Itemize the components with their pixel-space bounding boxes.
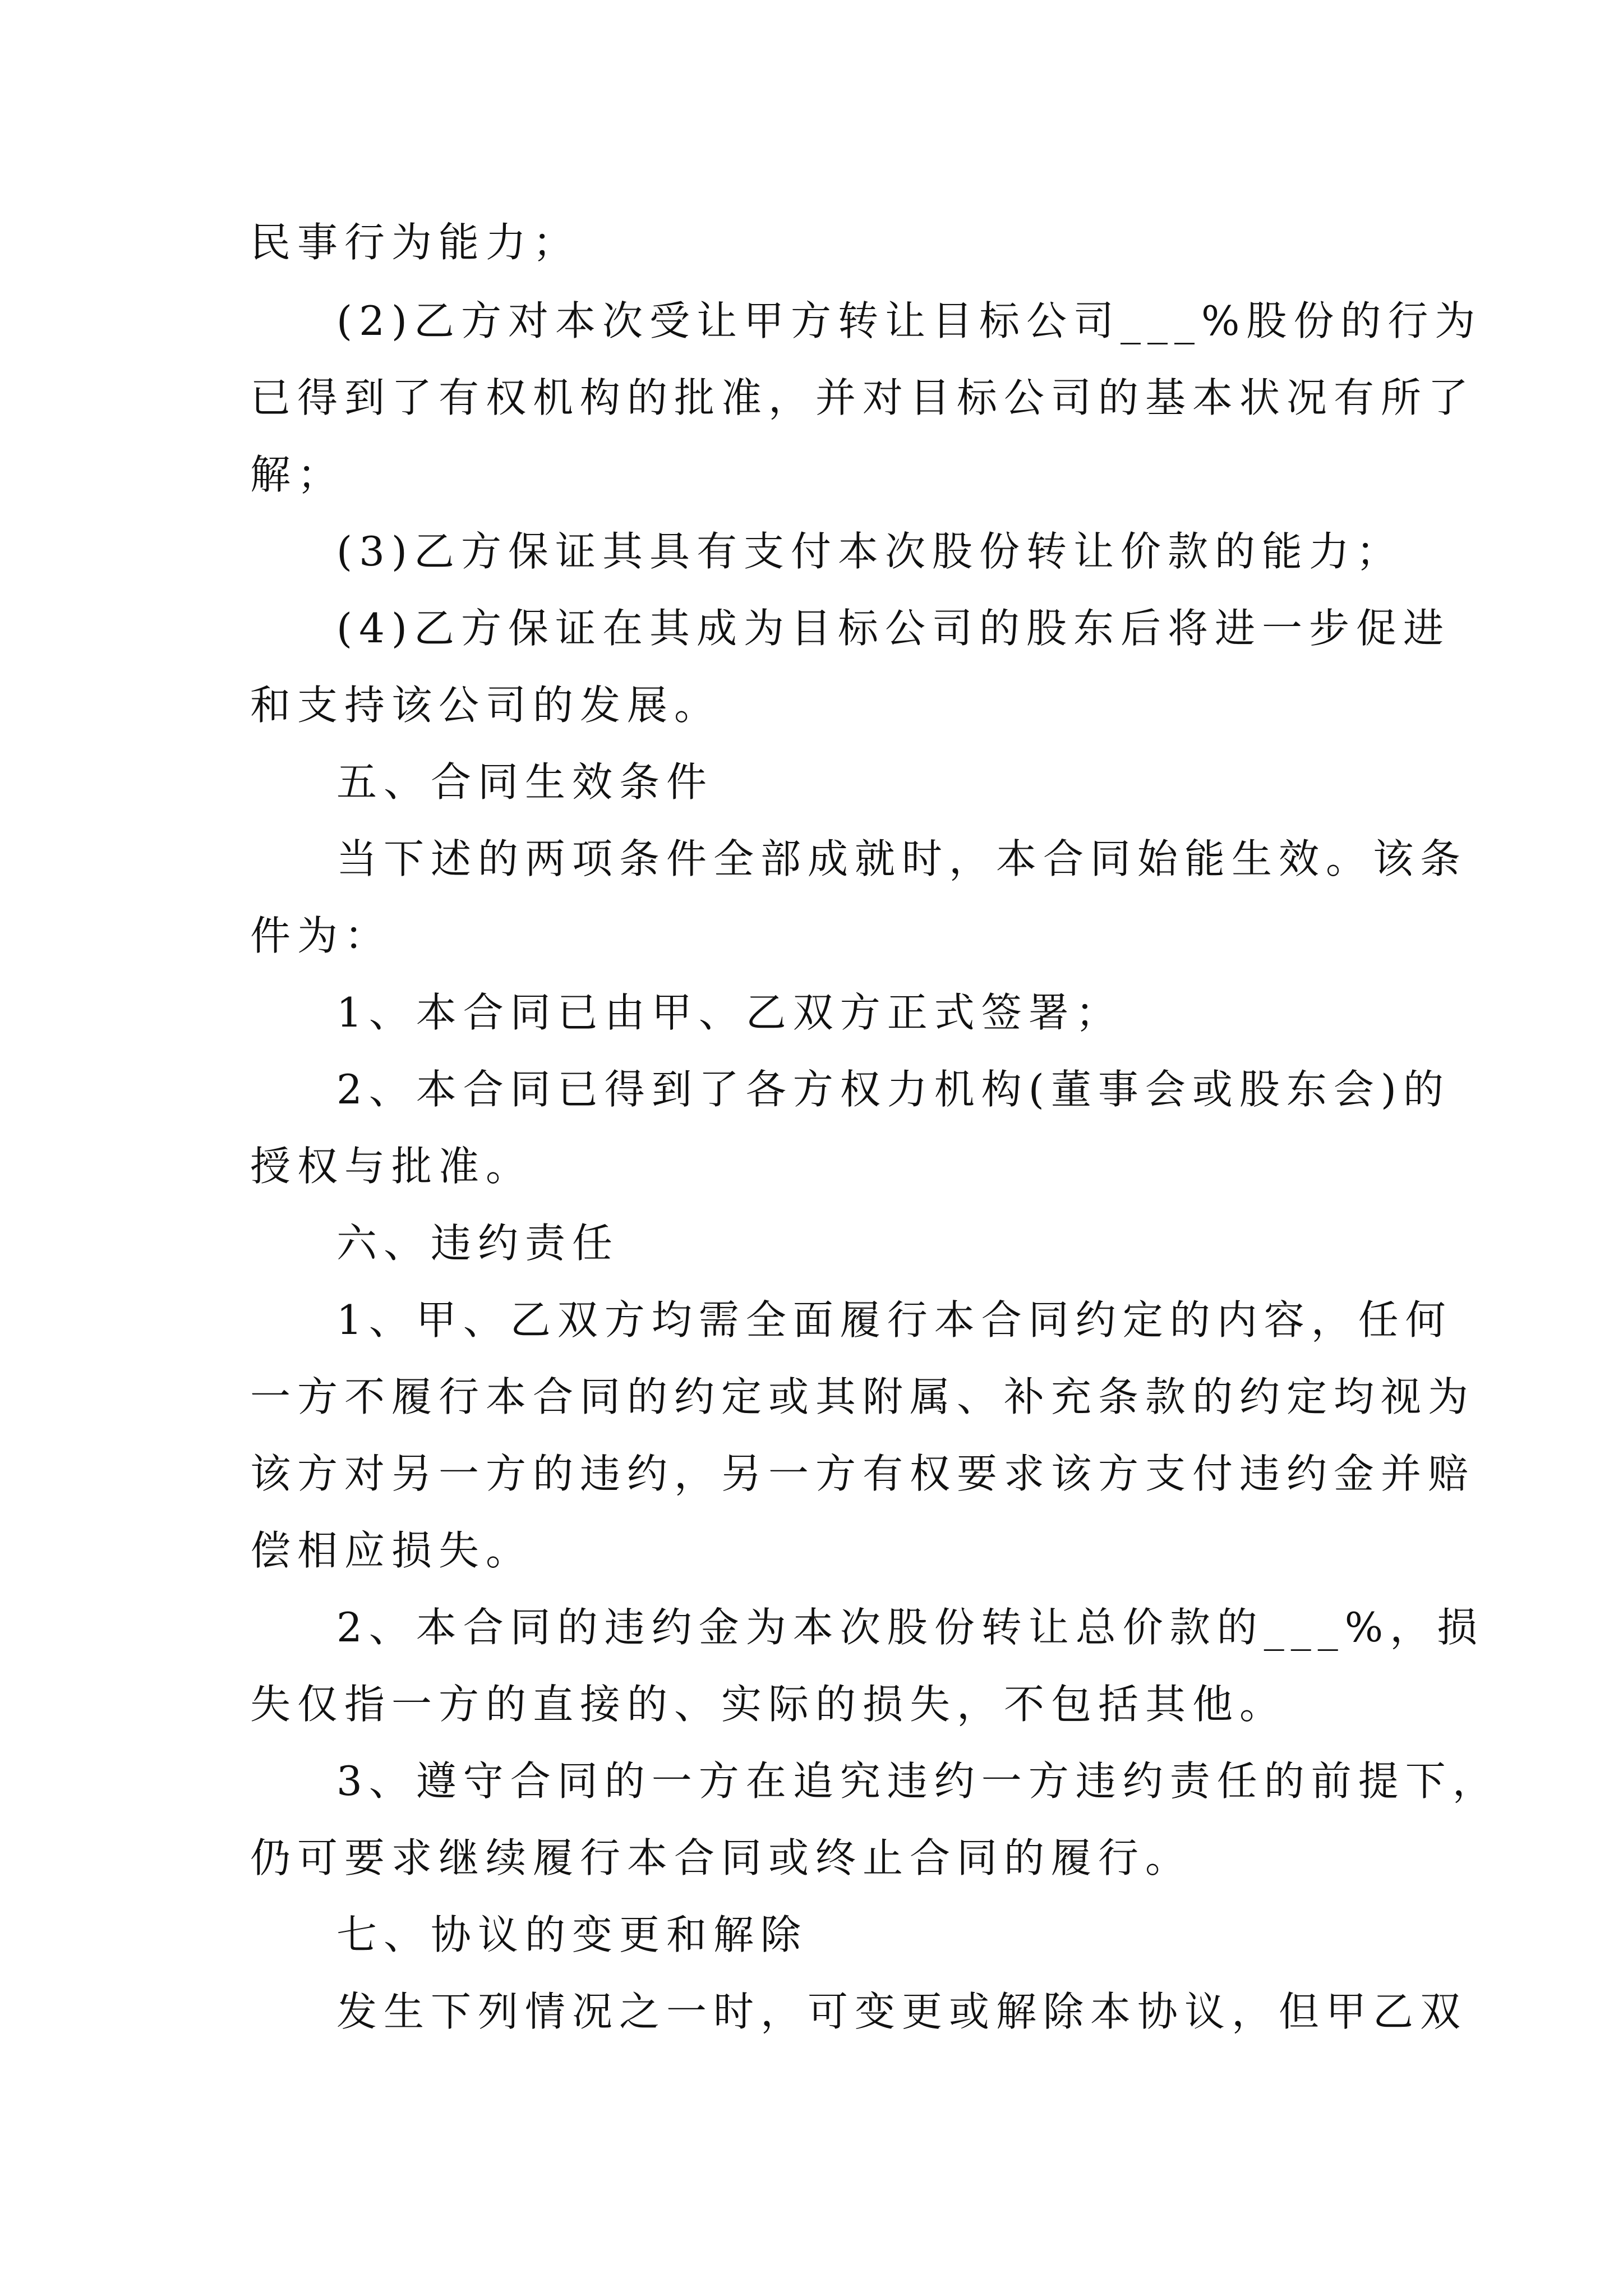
text-line: 发生下列情况之一时，可变更或解除本协议，但甲乙双 bbox=[336, 1988, 1468, 2035]
text-line: 偿相应损失。 bbox=[250, 1527, 533, 1574]
text-line: 一方不履行本合同的约定或其附属、补充条款的约定均视为 bbox=[250, 1373, 1476, 1420]
text-line: 民事行为能力； bbox=[250, 219, 580, 266]
text-line: (4)乙方保证在其成为目标公司的股东后将进一步促进 bbox=[336, 605, 1450, 652]
text-line: 1、本合同已由甲、乙双方正式签署； bbox=[336, 989, 1123, 1036]
text-line: 1、甲、乙双方均需全面履行本合同约定的内容，任何 bbox=[336, 1296, 1453, 1343]
text-line: 3、遵守合同的一方在追究违约一方违约责任的前提下， bbox=[336, 1757, 1500, 1805]
text-line: 该方对另一方的违约，另一方有权要求该方支付违约金并赔 bbox=[250, 1450, 1476, 1497]
section-heading: 五、合同生效条件 bbox=[336, 758, 714, 806]
text-line: 当下述的两项条件全部成就时，本合同始能生效。该条 bbox=[336, 835, 1468, 882]
text-line: 仍可要求继续履行本合同或终止合同的履行。 bbox=[250, 1834, 1193, 1881]
text-line: 2、本合同已得到了各方权力机构(董事会或股东会)的 bbox=[336, 1066, 1450, 1113]
text-line: 失仅指一方的直接的、实际的损失，不包括其他。 bbox=[250, 1681, 1287, 1728]
section-heading: 六、违约责任 bbox=[336, 1220, 620, 1267]
text-line: 和支持该公司的发展。 bbox=[250, 682, 722, 729]
text-line: (3)乙方保证其具有支付本次股份转让价款的能力； bbox=[336, 528, 1403, 575]
text-line: 件为： bbox=[250, 912, 392, 959]
text-line: 授权与批准。 bbox=[250, 1143, 533, 1190]
text-line: 已得到了有权机构的批准，并对目标公司的基本状况有所了 bbox=[250, 374, 1476, 421]
section-heading: 七、协议的变更和解除 bbox=[336, 1911, 808, 1958]
text-line: 2、本合同的违约金为本次股份转让总价款的___%，损 bbox=[336, 1604, 1484, 1651]
text-line: 解； bbox=[250, 451, 345, 498]
text-line: (2)乙方对本次受让甲方转让目标公司___%股份的行为 bbox=[336, 297, 1482, 344]
